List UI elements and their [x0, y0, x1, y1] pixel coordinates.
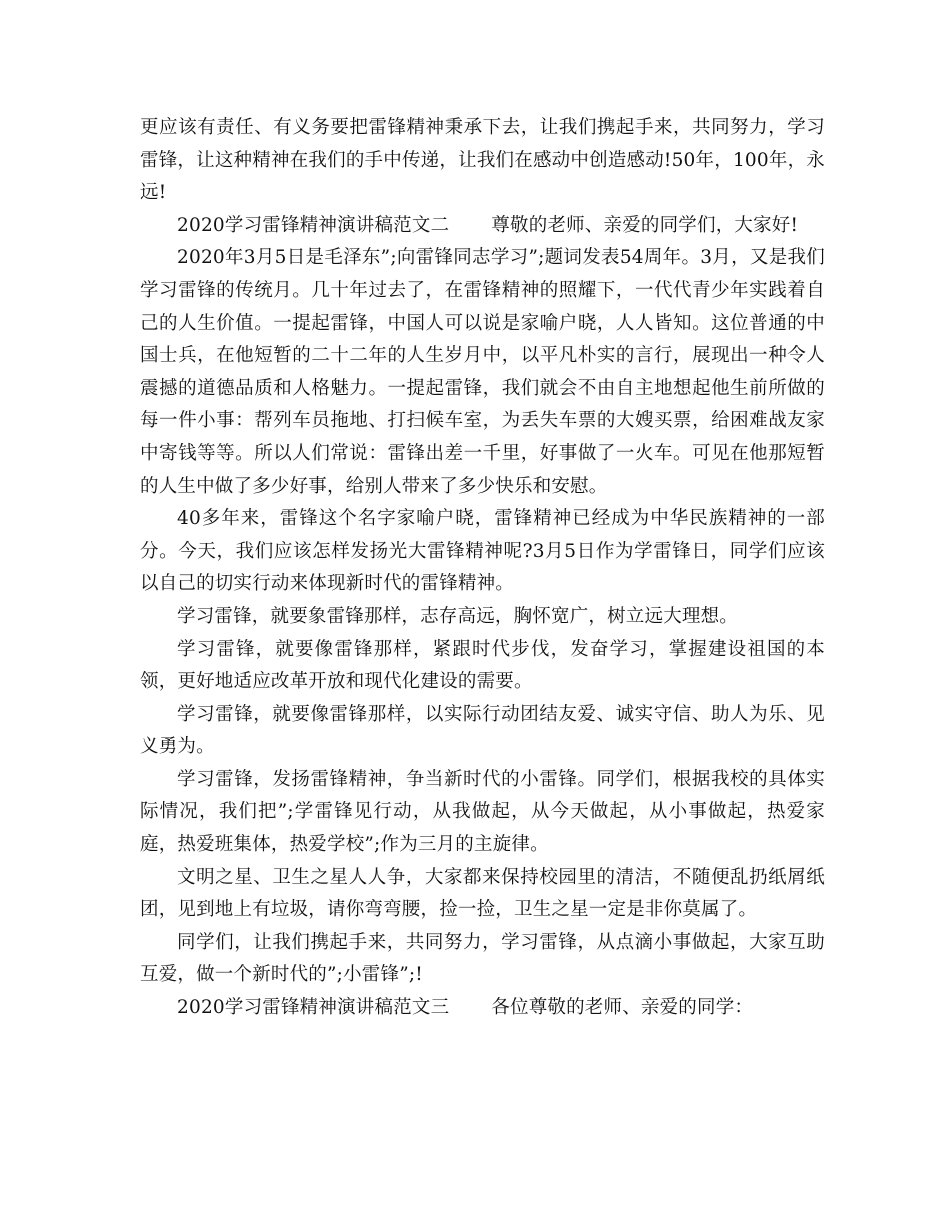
document-body	[140, 112, 825, 1025]
section-title: 2020学习雷锋精神演讲稿范文二	[177, 214, 450, 236]
section-heading-two	[140, 210, 825, 243]
paragraph-body: 学习雷锋，发扬雷锋精神，争当新时代的小雷锋。同学们，根据我校的具体实际情况，我们把”;学雷锋见行动，从我做起，从今天做起，从小事做起，热爱家庭，热爱班集体，热爱学校”;作为三月的主旋律。	[140, 768, 825, 856]
paragraph-body: 同学们，让我们携起手来，共同努力，学习雷锋，从点滴小事做起，大家互助互爱，做一个新时代的”;小雷锋”;!	[140, 931, 825, 986]
paragraph-body: 40多年来，雷锋这个名字家喻户晓，雷锋精神已经成为中华民族精神的一部分。今天，我们应该怎样发扬光大雷锋精神呢?3月5日作为学雷锋日，同学们应该以自己的切实行动来体现新时代的雷锋精神。	[140, 508, 825, 595]
paragraph-body: 学习雷锋，就要像雷锋那样，以实际行动团结友爱、诚实守信、助人为乐、见义勇为。	[140, 703, 825, 758]
paragraph-body: 学习雷锋，就要像雷锋那样，紧跟时代步伐，发奋学习，掌握建设祖国的本领，更好地适应改革开放和现代化建设的需要。	[140, 638, 825, 693]
section-greeting: 各位尊敬的老师、亲爱的同学：	[491, 997, 754, 1019]
section-greeting: 尊敬的老师、亲爱的同学们，大家好!	[491, 214, 799, 236]
paragraph-body: 文明之星、卫生之星人人争，大家都来保持校园里的清洁，不随便乱扔纸屑纸团，见到地上有垃圾，请你弯弯腰，捡一捡，卫生之星一定是非你莫属了。	[140, 866, 825, 921]
paragraph-body: 学习雷锋，就要象雷锋那样，志存高远，胸怀宽广，树立远大理想。	[177, 605, 739, 627]
paragraph-intro-continuation: 更应该有责任、有义务要把雷锋精神秉承下去，让我们携起手来，共同努力，学习雷锋，让这种精神在我们的手中传递，让我们在感动中创造感动!50年，100年，永远!	[140, 117, 825, 204]
paragraph-body: 2020年3月5日是毛泽东”;向雷锋同志学习”;题词发表54周年。3月，又是我们学习雷锋的传统月。几十年过去了，在雷锋精神的照耀下，一代代青少年实践着自己的人生价值。一提起雷锋，中国人可以说是家喻户晓，人人皆知。这位普通的中国士兵，在他短暂的二十二年的人生岁月中，以平凡朴实的言行，展现出一种令人震撼的道德品质和人格魅力。一提起雷锋，我们就会不由自主地想起他生前所做的每一件小事：帮列车员拖地、打扫候车室，为丢失车票的大嫂买票，给困难战友家中寄钱等等。所以人们常说：雷锋出差一千里，好事做了一火车。可见在他那短暂的人生中做了多少好事，给别人带来了多少快乐和安慰。	[140, 247, 825, 497]
section-title: 2020学习雷锋精神演讲稿范文三	[177, 997, 450, 1019]
section-heading-three	[140, 992, 825, 1025]
